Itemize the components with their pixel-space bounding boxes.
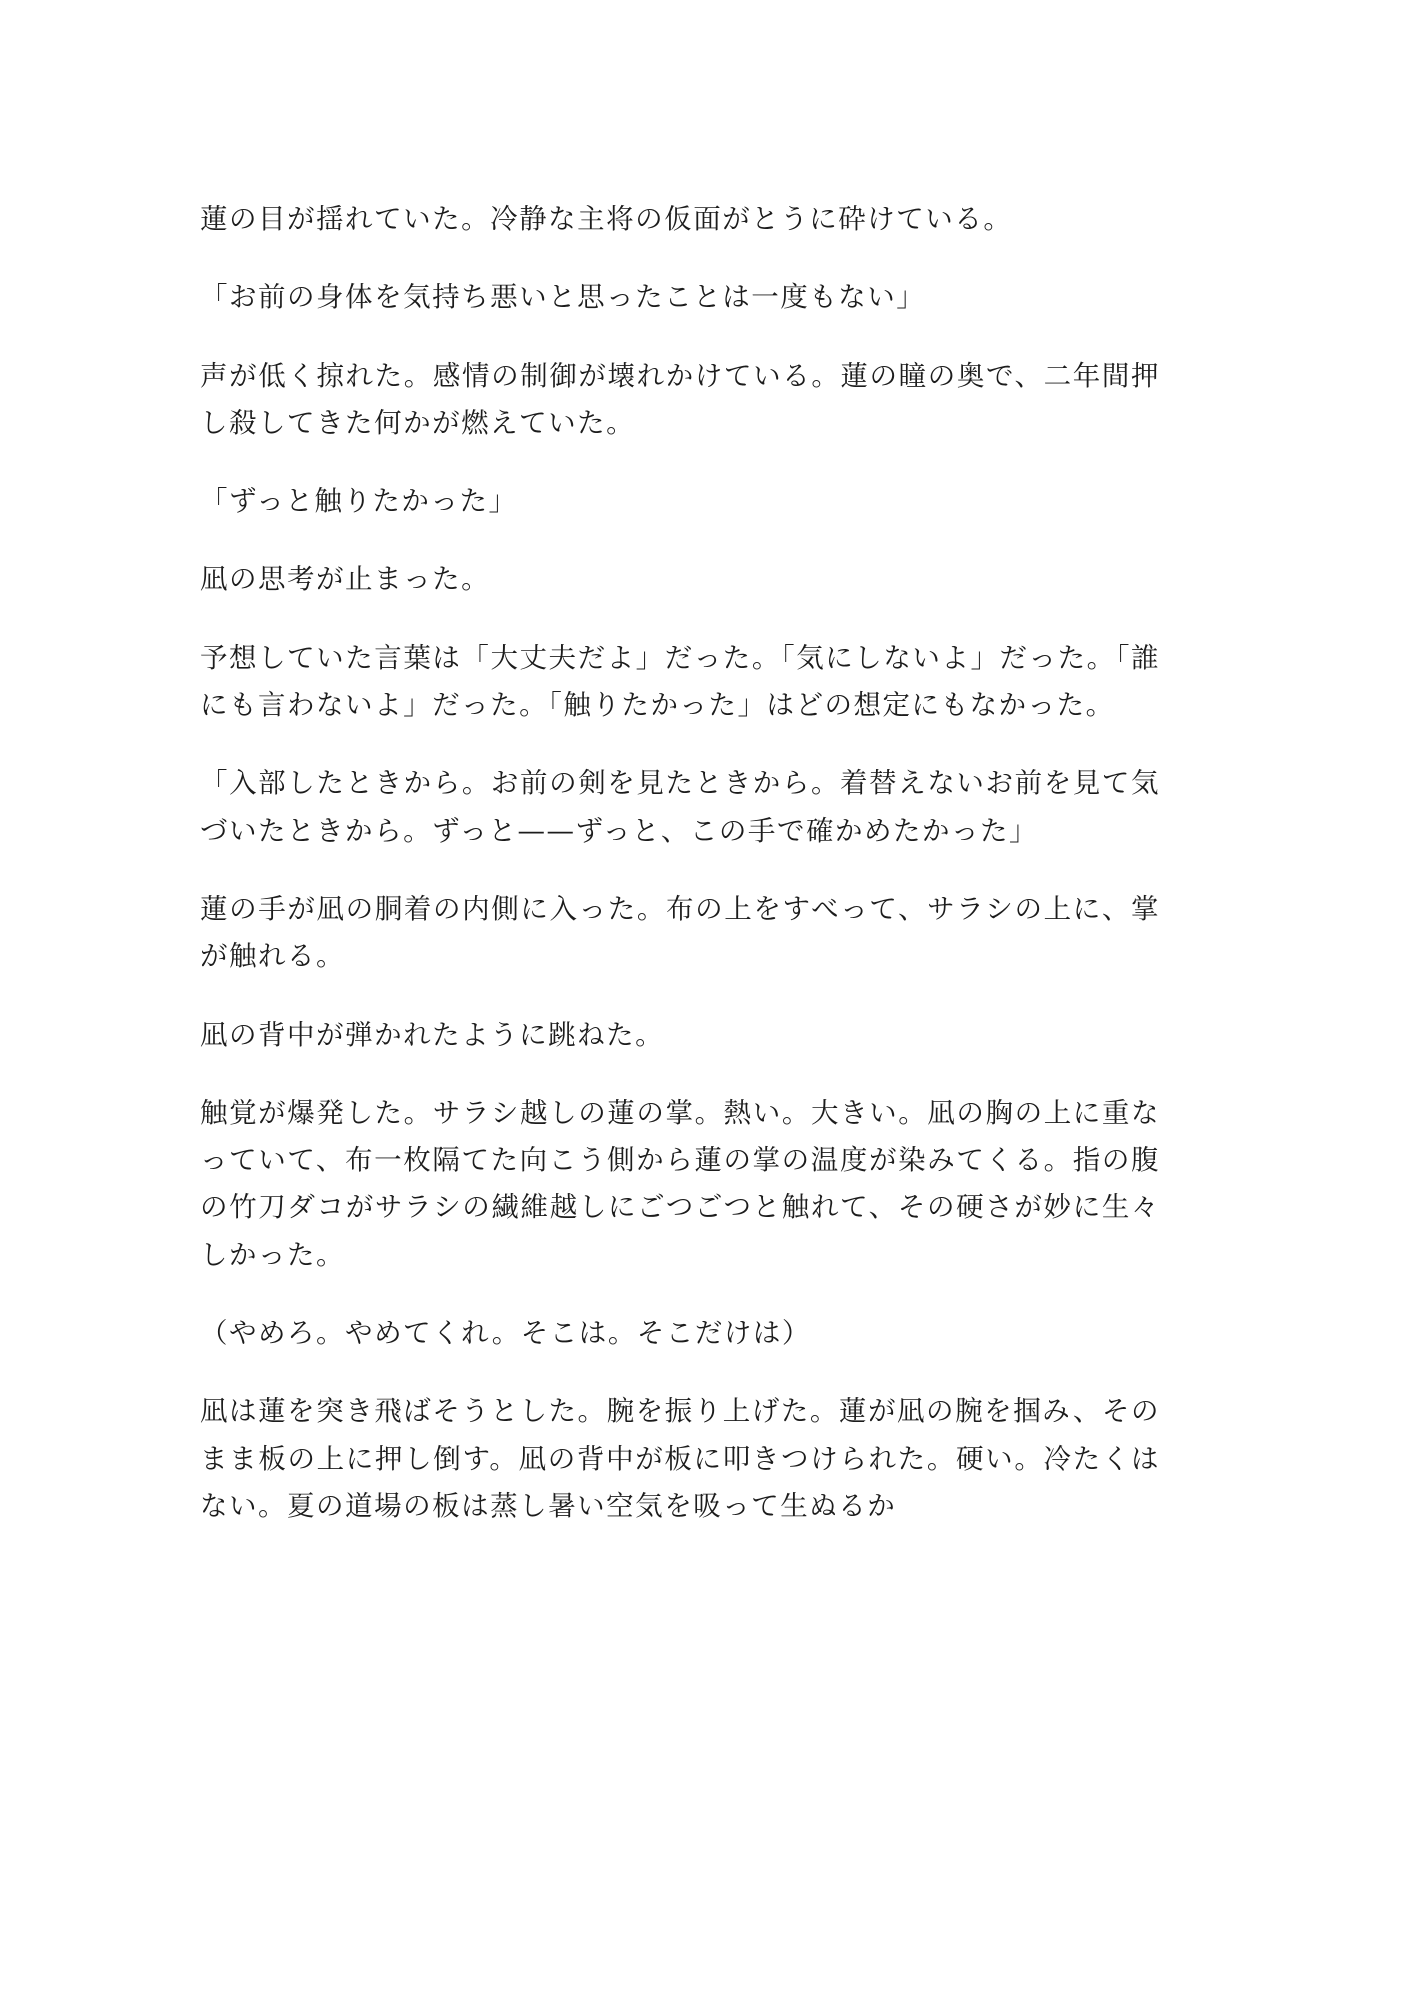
document-body (200, 196, 1160, 1530)
paragraph: 「入部したときから。お前の剣を見たときから。着替えないお前を見て気づいたときから。ずっと——ずっと、この手で確かめたかった」 (200, 767, 1160, 847)
paragraph: 声が低く掠れた。感情の制御が壊れかけている。蓮の瞳の奥で、二年間押し殺してきた何かが燃えていた。 (200, 359, 1160, 439)
paragraph: （やめろ。やめてくれ。そこは。そこだけは） (200, 1317, 811, 1350)
paragraph: 蓮の目が揺れていた。冷静な主将の仮面がとうに砕けている。 (200, 203, 1013, 235)
paragraph: 凪の背中が弾かれたように跳ねた。 (200, 1018, 665, 1051)
paragraph: 触覚が爆発した。サラシ越しの蓮の掌。熱い。大きい。凪の胸の上に重なっていて、布一枚隔てた向こう側から蓮の掌の温度が染みてくる。指の腹の竹刀ダコがサラシの繊維越しにごつごつと触れて、その硬さが妙に生々しかった。 (200, 1096, 1160, 1271)
paragraph: 凪の思考が止まった。 (200, 563, 491, 596)
paragraph: 「お前の身体を気持ち悪いと思ったことは一度もない」 (200, 281, 926, 314)
paragraph: 凪は蓮を突き飛ばそうとした。腕を振り上げた。蓮が凪の腕を掴み、そのまま板の上に押し倒す。凪の背中が板に叩きつけられた。硬い。冷たくはない。夏の道場の板は蒸し暑い空気を吸って生ぬるか (200, 1395, 1160, 1522)
paragraph: 「ずっと触りたかった」 (200, 485, 518, 518)
paragraph: 蓮の手が凪の胴着の内側に入った。布の上をすべって、サラシの上に、掌が触れる。 (200, 892, 1160, 973)
paragraph: 予想していた言葉は「大丈夫だよ」だった。「気にしないよ」だった。「誰にも言わないよ」だった。「触りたかった」はどの想定にもなかった。 (200, 641, 1160, 722)
